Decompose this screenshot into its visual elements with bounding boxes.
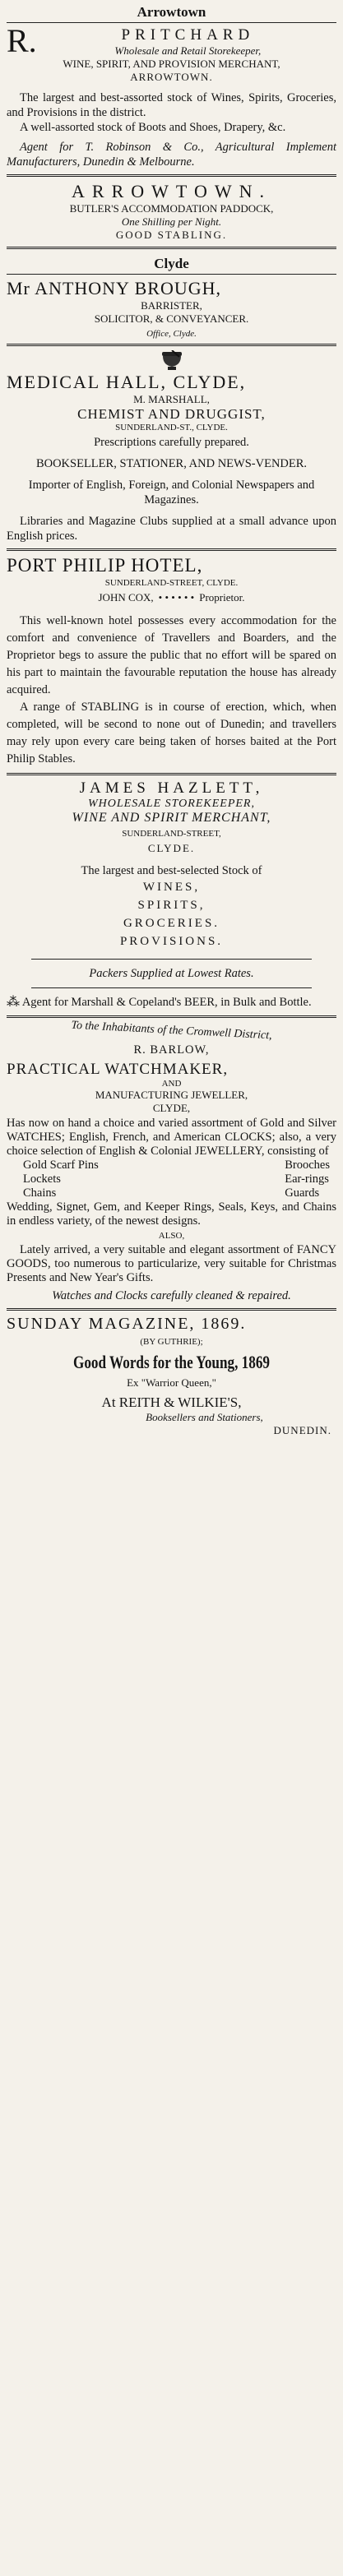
jewellery-list-right: [285, 1159, 330, 1200]
ad-brough: [7, 275, 336, 339]
divider: [7, 174, 336, 177]
portphilip-title: PORT PHILIP HOTEL,: [7, 555, 203, 576]
jewellery-item: Brooches: [285, 1158, 330, 1172]
barlow-name: R. BARLOW,: [133, 1043, 210, 1057]
barlow-and: AND: [161, 1078, 182, 1089]
divider: [7, 344, 336, 346]
jewellery-item: Chains: [23, 1186, 57, 1200]
medical-line4: Prescriptions carefully prepared.: [94, 436, 249, 449]
butler-line3: GOOD STABLING.: [115, 229, 228, 241]
mortar-and-pestle-icon: [158, 350, 186, 372]
ad-butler: [7, 181, 336, 242]
hazlett-line3: SUNDERLAND-STREET,: [122, 829, 221, 839]
hazlett-line4: CLYDE.: [147, 842, 196, 854]
barlow-arc: To the Inhabitants of the Cromwell District,: [71, 1019, 272, 1043]
divider: [31, 987, 312, 988]
ad-pritchard: [7, 23, 336, 169]
divider: [31, 959, 312, 960]
hazlett-title: JAMES HAZLETT,: [79, 779, 264, 797]
ad-hazlett: [7, 779, 336, 1011]
ad-medical-hall: [7, 350, 336, 543]
barlow-title: PRACTICAL WATCHMAKER,: [7, 1060, 229, 1078]
portphilip-proprietor: [7, 591, 336, 604]
butler-line2: One Shilling per Night.: [121, 215, 222, 228]
section-heading-clyde: Clyde: [7, 253, 336, 275]
sunday-title: SUNDAY MAGAZINE, 1869.: [7, 1314, 247, 1333]
pritchard-name: PRITCHARD: [121, 26, 255, 44]
sunday-city: DUNEDIN.: [273, 1423, 331, 1436]
divider: [7, 773, 336, 775]
hazlett-item: WINES,: [142, 881, 201, 894]
brough-line2: SOLICITOR, & CONVEYANCER.: [94, 312, 249, 325]
jewellery-item: Ear-rings: [285, 1172, 329, 1186]
jewellery-list-left: [23, 1159, 99, 1200]
pritchard-line3: ARROWTOWN.: [130, 71, 213, 83]
proprietor-role: Proprietor.: [199, 591, 245, 604]
hazlett-item: PROVISIONS.: [119, 935, 224, 948]
medical-line2: CHEMIST AND DRUGGIST,: [77, 406, 266, 422]
pritchard-para1: The largest and best-assorted stock of Wines, Spirits, Groceries, and Provisions in the district.: [7, 91, 336, 119]
divider: [7, 1015, 336, 1018]
barlow-also: ALSO,: [158, 1230, 185, 1241]
medical-line7: Libraries and Magazine Clubs supplied at a small advance upon English prices.: [7, 515, 336, 543]
portphilip-line1: SUNDERLAND-STREET, CLYDE.: [104, 578, 239, 588]
sunday-last: Booksellers and Stationers,: [146, 1410, 263, 1423]
pritchard-line1: Wholesale and Retail Storekeeper,: [114, 44, 262, 57]
hazlett-agent-block: [7, 995, 336, 1011]
barlow-line1: MANUFACTURING JEWELLER,: [95, 1088, 248, 1101]
hazlett-line2: WINE AND SPIRIT MERCHANT,: [72, 811, 271, 825]
ad-sunday-magazine: [7, 1315, 336, 1437]
sunday-goodwords: Good Words for the Young, 1869: [72, 1351, 270, 1372]
jewellery-item: Guards: [285, 1186, 320, 1200]
barlow-para2: Wedding, Signet, Gem, and Keeper Rings, Seals, Keys, and Chains in endless variety, of the newest designs.: [7, 1200, 336, 1228]
hazlett-agent: Agent for Marshall & Copeland's BEER, in Bulk and Bottle.: [21, 996, 312, 1009]
asterism-icon: ⁂: [7, 995, 20, 1010]
ad-barlow: [7, 1019, 336, 1303]
sunday-by: (BY GUTHRIE);: [140, 1336, 203, 1347]
medical-line1: M. MARSHALL,: [133, 393, 210, 405]
hazlett-packers: Packers Supplied at Lowest Rates.: [89, 967, 254, 980]
brough-line1: BARRISTER,: [141, 299, 202, 312]
hazlett-line5: The largest and best-selected Stock of: [81, 864, 262, 877]
section-heading-arrowtown: Arrowtown: [7, 2, 336, 23]
jewellery-item: Lockets: [23, 1172, 61, 1186]
jewellery-list: [7, 1159, 336, 1200]
hazlett-item: GROCERIES.: [123, 917, 220, 930]
jewellery-item: Gold Scarf Pins: [23, 1158, 99, 1172]
portphilip-para2: A range of STABLING is in course of erection, which, when completed, will be second to none out of Dunedin; and travellers may rely upon every care being taken of horses baited at the Port Philip Stables.: [7, 701, 336, 765]
pritchard-line2: WINE, SPIRIT, AND PROVISION MERCHANT,: [63, 58, 280, 70]
divider: [7, 247, 336, 249]
hazlett-item: SPIRITS,: [137, 899, 206, 912]
brough-title: Mr ANTHONY BROUGH,: [7, 278, 222, 298]
barlow-para1: Has now on hand a choice and varied assortment of Gold and Silver WATCHES; English, French, and American CLOCKS; also, a very choice selection of English & Colonial JEWELLERY, consisting of: [7, 1116, 336, 1158]
butler-line1: BUTLER'S ACCOMMODATION PADDOCK,: [69, 202, 274, 215]
medical-line3: SUNDERLAND-ST., CLYDE.: [115, 423, 228, 432]
hazlett-line1: WHOLESALE STOREKEEPER,: [88, 798, 255, 810]
sunday-ex: Ex "Warrior Queen,": [127, 1376, 216, 1389]
divider: [7, 1308, 336, 1311]
brough-line3: Office, Clyde.: [146, 329, 197, 339]
proprietor-name: JOHN COX,: [98, 591, 154, 604]
barlow-para3: Lately arrived, a very suitable and elegant assortment of FANCY GOODS, too numerous to particularize, very suitable for Christmas Presents and New Year's Gifts.: [7, 1242, 336, 1284]
medical-line6: Importer of English, Foreign, and Colonial Newspapers and Magazines.: [28, 479, 315, 506]
divider: [7, 548, 336, 551]
pritchard-agent: Agent for T. Robinson & Co., Agricultural Implement Manufacturers, Dunedin & Melbourne.: [7, 141, 336, 169]
hazlett-items: [7, 878, 336, 950]
portphilip-para1: This well-known hotel possesses every accommodation for the comfort and convenience of Travellers and Boarders, and the Proprietor begs to assure the public that no effort will be spared on his part to maintain the favourable reputation the house has already acquired.: [7, 614, 336, 696]
proprietor-dots: • • • • • •: [158, 591, 195, 604]
newspaper-column: [7, 0, 336, 2576]
butler-title: ARROWTOWN.: [72, 181, 271, 201]
pritchard-para2: A well-assorted stock of Boots and Shoes, Drapery, &c.: [20, 121, 286, 134]
barlow-line2: CLYDE,: [152, 1101, 191, 1114]
medical-line5: BOOKSELLER, STATIONER, AND NEWS-VENDER.: [35, 457, 308, 470]
medical-title: MEDICAL HALL, CLYDE,: [7, 372, 247, 392]
sunday-at: At REITH & WILKIE'S,: [101, 1394, 242, 1410]
ad-port-philip: [7, 555, 336, 768]
pritchard-initial: R.: [7, 22, 37, 59]
barlow-tag: Watches and Clocks carefully cleaned & repaired.: [52, 1288, 291, 1302]
